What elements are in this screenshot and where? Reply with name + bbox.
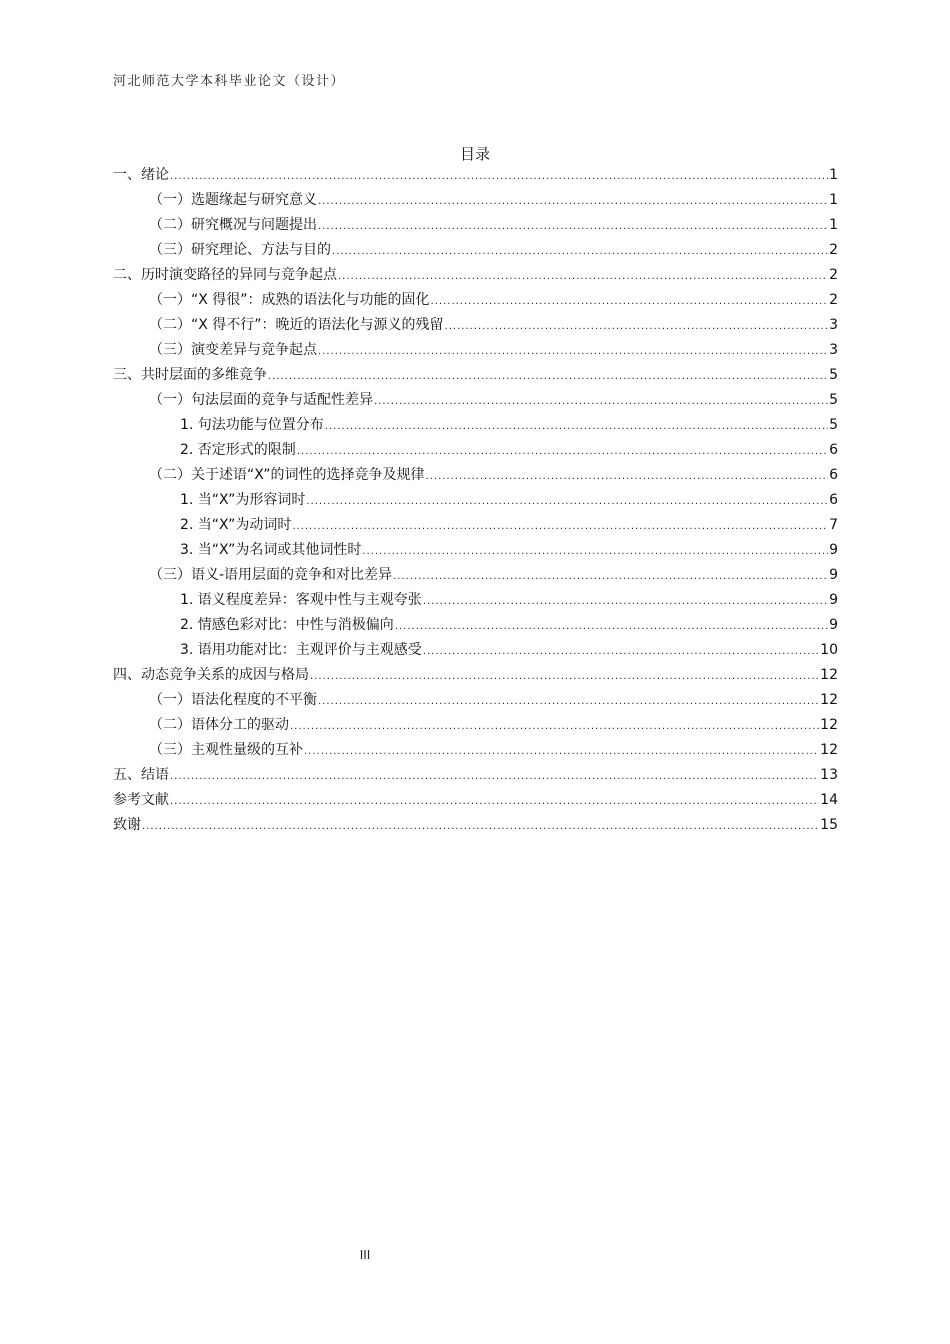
toc-entry-page: 12 bbox=[820, 717, 838, 733]
toc-dot-leader bbox=[170, 764, 819, 789]
toc-entry[interactable] bbox=[113, 413, 838, 438]
toc-entry[interactable] bbox=[113, 288, 838, 313]
toc-entry-label: （三）主观性量级的互补 bbox=[149, 742, 303, 758]
toc-entry[interactable] bbox=[113, 763, 838, 788]
toc-entry-label: 四、动态竞争关系的成因与格局 bbox=[113, 667, 309, 683]
toc-entry[interactable] bbox=[113, 513, 838, 538]
toc-dot-leader bbox=[292, 514, 828, 539]
toc-entry-label: 参考文献 bbox=[113, 792, 169, 808]
toc-dot-leader bbox=[290, 714, 819, 739]
toc-dot-leader bbox=[332, 239, 828, 264]
toc-entry-label: 2. 否定形式的限制 bbox=[180, 442, 296, 458]
toc-entry[interactable] bbox=[113, 813, 838, 838]
toc-entry-label: （二）“X 得不行”：晚近的语法化与源义的残留 bbox=[149, 317, 444, 333]
toc-dot-leader bbox=[142, 814, 819, 839]
toc-entry-label: 1. 句法功能与位置分布 bbox=[180, 417, 324, 433]
toc-dot-leader bbox=[297, 439, 828, 464]
toc-entry-page: 1 bbox=[829, 167, 838, 183]
toc-entry[interactable] bbox=[113, 563, 838, 588]
toc-entry[interactable] bbox=[113, 363, 838, 388]
toc-entry-label: （一）句法层面的竞争与适配性差异 bbox=[149, 392, 373, 408]
toc-dot-leader bbox=[423, 639, 819, 664]
toc-entry-page: 13 bbox=[820, 767, 838, 783]
toc-entry[interactable] bbox=[113, 238, 838, 263]
toc-entry-page: 1 bbox=[829, 217, 838, 233]
toc-entry-page: 14 bbox=[820, 792, 838, 808]
toc-dot-leader bbox=[318, 689, 819, 714]
toc-entry-label: （二）语体分工的驱动 bbox=[149, 717, 289, 733]
toc-entry-label: 二、历时演变路径的异同与竞争起点 bbox=[113, 267, 337, 283]
toc-entry-label: 1. 当“X”为形容词时 bbox=[180, 492, 306, 508]
toc-entry[interactable] bbox=[113, 463, 838, 488]
toc-entry[interactable] bbox=[113, 788, 838, 813]
toc-dot-leader bbox=[338, 264, 828, 289]
toc-entry-page: 12 bbox=[820, 742, 838, 758]
toc-entry[interactable] bbox=[113, 188, 838, 213]
toc-entry-page: 6 bbox=[829, 467, 838, 483]
toc-entry[interactable] bbox=[113, 588, 838, 613]
toc-entry-label: 一、绪论 bbox=[113, 167, 169, 183]
toc-entry-label: 1. 语义程度差异：客观中性与主观夸张 bbox=[180, 592, 422, 608]
toc-entry[interactable] bbox=[113, 663, 838, 688]
toc-entry-page: 9 bbox=[829, 617, 838, 633]
toc-entry-page: 5 bbox=[829, 392, 838, 408]
toc-dot-leader bbox=[306, 489, 828, 514]
toc-entry[interactable] bbox=[113, 688, 838, 713]
toc-entry-page: 6 bbox=[829, 442, 838, 458]
toc-entry-label: （二）研究概况与问题提出 bbox=[149, 217, 317, 233]
toc-entry-label: 3. 语用功能对比：主观评价与主观感受 bbox=[180, 642, 422, 658]
toc-entry[interactable] bbox=[113, 538, 838, 563]
toc-entry-page: 2 bbox=[829, 242, 838, 258]
toc-dot-leader bbox=[431, 289, 829, 314]
toc-entry-page: 9 bbox=[829, 592, 838, 608]
toc-entry[interactable] bbox=[113, 263, 838, 288]
page-number: III bbox=[359, 1248, 371, 1262]
toc-entry-page: 9 bbox=[829, 542, 838, 558]
toc-dot-leader bbox=[426, 464, 829, 489]
toc-entry-page: 3 bbox=[829, 342, 838, 358]
toc-entry-page: 12 bbox=[820, 667, 838, 683]
toc-entry-page: 2 bbox=[829, 267, 838, 283]
toc-entry-page: 6 bbox=[829, 492, 838, 508]
page-header: 河北师范大学本科毕业论文（设计） bbox=[113, 74, 346, 89]
toc-entry-page: 10 bbox=[820, 642, 838, 658]
toc-entry-page: 3 bbox=[829, 317, 838, 333]
toc-entry-page: 7 bbox=[829, 517, 838, 533]
toc-entry-label: 致谢 bbox=[113, 817, 141, 833]
toc-dot-leader bbox=[268, 364, 828, 389]
toc-entry-label: 五、结语 bbox=[113, 767, 169, 783]
toc-entry-label: （一）语法化程度的不平衡 bbox=[149, 692, 317, 708]
toc-entry-label: （一）“X 得很”：成熟的语法化与功能的固化 bbox=[149, 292, 430, 308]
toc-entry[interactable] bbox=[113, 438, 838, 463]
toc-dot-leader bbox=[318, 189, 828, 214]
toc-entry-page: 5 bbox=[829, 417, 838, 433]
toc-dot-leader bbox=[423, 589, 828, 614]
toc-dot-leader bbox=[395, 614, 828, 639]
toc-entry[interactable] bbox=[113, 213, 838, 238]
toc-dot-leader bbox=[170, 789, 819, 814]
toc-entry-label: （三）语义-语用层面的竞争和对比差异 bbox=[149, 567, 393, 583]
toc-dot-leader bbox=[318, 339, 828, 364]
toc-entry[interactable] bbox=[113, 638, 838, 663]
toc-dot-leader bbox=[362, 539, 828, 564]
toc-entry[interactable] bbox=[113, 163, 838, 188]
toc-entry-label: 三、共时层面的多维竞争 bbox=[113, 367, 267, 383]
toc-entry-page: 15 bbox=[820, 817, 838, 833]
toc-entry-page: 1 bbox=[829, 192, 838, 208]
toc-entry-label: （三）研究理论、方法与目的 bbox=[149, 242, 331, 258]
toc-dot-leader bbox=[170, 164, 828, 189]
toc-entry[interactable] bbox=[113, 613, 838, 638]
toc-entry-page: 5 bbox=[829, 367, 838, 383]
toc-entry-page: 12 bbox=[820, 692, 838, 708]
toc-dot-leader bbox=[310, 664, 819, 689]
toc-entry[interactable] bbox=[113, 313, 838, 338]
toc-dot-leader bbox=[374, 389, 828, 414]
toc-entry-label: 2. 情感色彩对比：中性与消极偏向 bbox=[180, 617, 394, 633]
toc-entry-label: 2. 当“X”为动词时 bbox=[180, 517, 292, 533]
toc-dot-leader bbox=[318, 214, 828, 239]
toc-dot-leader bbox=[393, 564, 828, 589]
toc-entry[interactable] bbox=[113, 488, 838, 513]
toc-dot-leader bbox=[325, 414, 828, 439]
toc-entry[interactable] bbox=[113, 738, 838, 763]
toc-entry[interactable] bbox=[113, 338, 838, 363]
toc-entry-label: 3. 当“X”为名词或其他词性时 bbox=[180, 542, 362, 558]
toc-entry-label: （二）关于述语“X”的词性的选择竞争及规律 bbox=[149, 467, 425, 483]
toc-title: 目录 bbox=[459, 145, 490, 163]
toc-entry-page: 9 bbox=[829, 567, 838, 583]
toc-entry[interactable] bbox=[113, 388, 838, 413]
table-of-contents bbox=[113, 163, 838, 838]
toc-entry-label: （一）选题缘起与研究意义 bbox=[149, 192, 317, 208]
toc-entry-label: （三）演变差异与竞争起点 bbox=[149, 342, 317, 358]
toc-entry-page: 2 bbox=[829, 292, 838, 308]
toc-dot-leader bbox=[445, 314, 829, 339]
toc-dot-leader bbox=[304, 739, 819, 764]
toc-entry[interactable] bbox=[113, 713, 838, 738]
